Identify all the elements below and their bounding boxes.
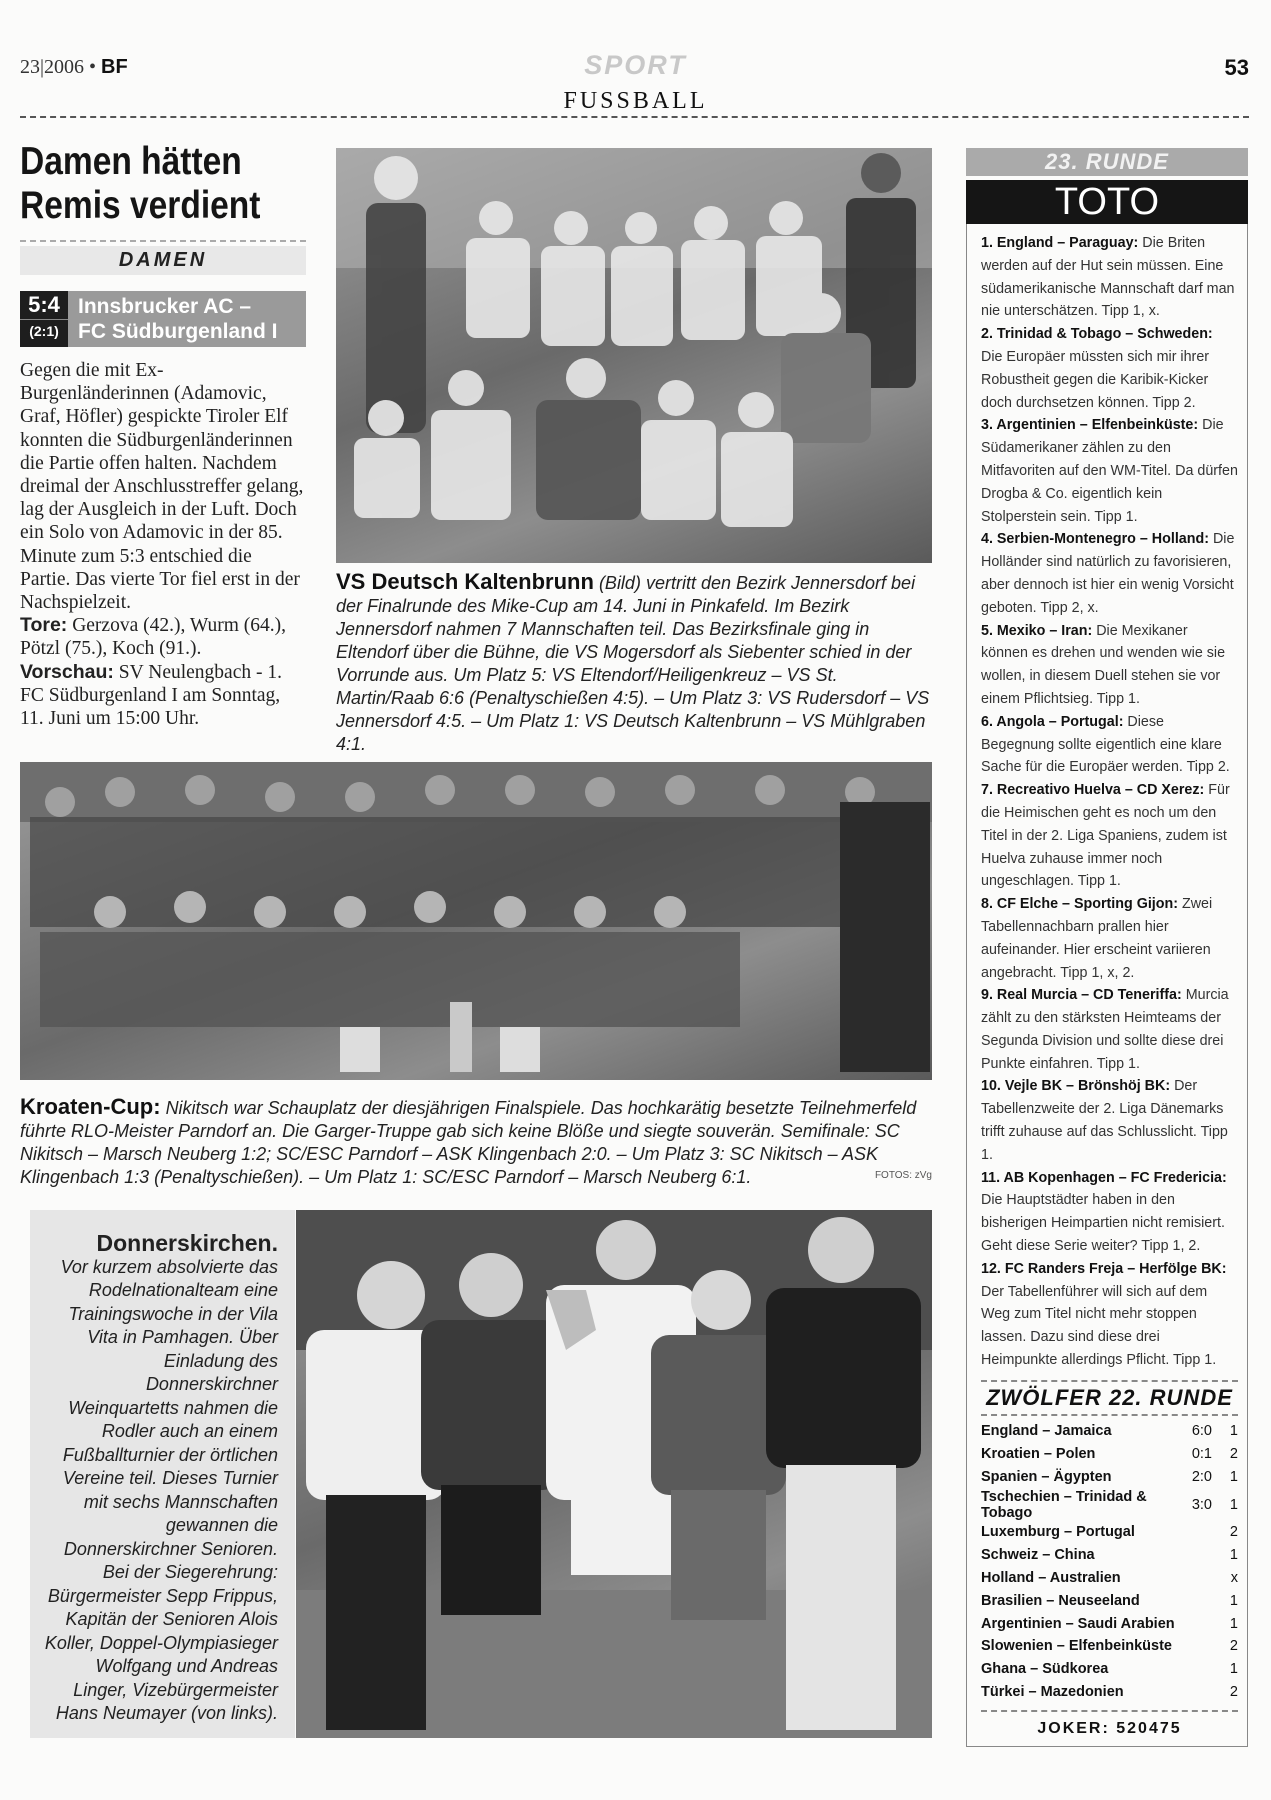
zwoelfer-tipp: 1	[1229, 1592, 1238, 1609]
zwoelfer-tipp: 1	[1229, 1423, 1238, 1440]
toto-item	[981, 893, 1238, 984]
toto-comment: Der Tabellenführer will sich auf dem Weg zum Titel nicht mehr stoppen lassen. Dazu sind diese drei Heimpunkte allerdings Pflicht. Tipp 1.	[981, 1283, 1217, 1369]
vorschau-label: Vorschau:	[20, 660, 114, 683]
toto-item	[981, 620, 1238, 711]
section-title: SPORT	[584, 50, 687, 80]
zwoelfer-score	[1178, 1658, 1212, 1681]
zwoelfer-score: 0:1	[1191, 1446, 1212, 1463]
toto-match: 7. Recreativo Huelva – CD Xerez:	[981, 782, 1205, 799]
toto-match: 6. Angola – Portugal:	[981, 713, 1124, 730]
toto-match: 1. England – Paraguay:	[981, 235, 1139, 251]
zwoelfer-row	[981, 1612, 1238, 1635]
photo-school-team	[336, 148, 932, 563]
caption-kaltenbrunn-head: VS Deutsch Kaltenbrunn	[336, 569, 594, 594]
toto-comment: Für die Heimischen geht es noch um den Titel in der 2. Liga Spaniens, zudem ist Huelva zuhause immer noch ungeschlagen. Tipp 1.	[981, 782, 1230, 890]
zwoelfer-match: Luxemburg – Portugal	[981, 1523, 1135, 1540]
zwoelfer-match: Argentinien – Saudi Arabien	[981, 1615, 1175, 1632]
zwoelfer-row	[981, 1521, 1238, 1544]
zwoelfer-tipp: 1	[1229, 1615, 1238, 1632]
zwoelfer-row	[981, 1443, 1238, 1466]
toto-match: 2. Trinidad & Tobago – Schweden:	[981, 326, 1213, 343]
zwoelfer-match: Tschechien – Trinidad & Tobago	[981, 1488, 1147, 1521]
zwoelfer-tipp: 2	[1229, 1638, 1238, 1655]
toto-list	[981, 232, 1238, 1372]
caption-kroaten-text: Nikitsch war Schauplatz der diesjährigen Finalspiele. Das hochkarätig besetzte Teilnehmerfeld führte RLO-Meister Parndorf an. Die Garger-Truppe gab sich keine Blöße und siegte souverän. Semifinale: SC Nikitsch – Marsch Neuberg 1:2; SC/ESC Parndorf – ASK Klingenbach 2:0. – Um Platz 3: SC Nikitsch – ASK Klingenbach 1:3 (Penaltyschießen). – Um Platz 1: SC/ESC Parndorf – Marsch Neuberg 6:1.	[20, 1098, 917, 1187]
zwoelfer-row	[981, 1635, 1238, 1658]
zwoelfer-row	[981, 1589, 1238, 1612]
final-score: 5:4	[28, 292, 60, 317]
toto-round-label: 23. RUNDE	[966, 148, 1248, 176]
zwoelfer-score: 2:0	[1191, 1469, 1212, 1486]
zwoelfer-tipp: x	[1230, 1569, 1238, 1586]
page-number: 53	[1224, 55, 1249, 80]
photo-kroaten-cup	[20, 762, 932, 1080]
photo-donnerskirchen-figures	[296, 1210, 932, 1738]
tore-text: Gerzova (42.), Wurm (64.), Pötzl (75.), Koch (91.).	[20, 615, 287, 660]
zwoelfer-tipp: 2	[1229, 1684, 1238, 1701]
zwoelfer-score	[1178, 1566, 1212, 1589]
toto-title: TOTO	[966, 180, 1248, 224]
toto-item	[981, 984, 1238, 1075]
headline-line-2: Remis verdient	[20, 184, 261, 227]
toto-comment: Die Mexikaner können es drehen und wenden wie sie wollen, in diesem Duell stehen sie vor einem Pflichtsieg. Tipp 1.	[981, 622, 1226, 707]
zwoelfer-score	[1178, 1521, 1212, 1544]
zwoelfer-score	[1178, 1635, 1212, 1658]
toto-match: 11. AB Kopenhagen – FC Fredericia:	[981, 1169, 1227, 1186]
toto-comment: Zwei Tabellennachbarn prallen hier aufeinander. Hier erscheint variieren angebracht. Tipp 1, x, 2.	[981, 896, 1213, 981]
photo-credit: FOTOS: zVg	[874, 1170, 932, 1181]
vorschau-text: SV Neulengbach - 1. FC Südburgenland I am Sonntag, 11. Juni um 15:00 Uhr.	[20, 661, 282, 730]
zwoelfer-tipp: 2	[1229, 1446, 1238, 1463]
toto-comment: Die Holländer sind natürlich zu favorisieren, aber dennoch ist hier ein wenig Vorsicht geboten. Tipp 2, x.	[981, 531, 1235, 616]
toto-comment: Die Südamerikaner zählen zu den Mitfavoriten auf den WM-Titel. Da dürfen Drogba & Co. eigentlich kein Stolperstein sein. Tipp 1.	[981, 417, 1238, 525]
toto-match: 8. CF Elche – Sporting Gijon:	[981, 896, 1178, 913]
zwoelfer-match: Spanien – Ägypten	[981, 1469, 1112, 1486]
zwoelfer-tipp: 1	[1229, 1469, 1238, 1486]
toto-match: 10. Vejle BK – Brönshöj BK:	[981, 1078, 1171, 1095]
headline-line-1: Damen hätten	[20, 140, 242, 183]
toto-match: 3. Argentinien – Elfenbeinküste:	[981, 417, 1199, 434]
toto-item	[981, 414, 1238, 528]
zwoelfer-table	[981, 1420, 1238, 1704]
zwoelfer-row	[981, 1466, 1238, 1489]
toto-match: 9. Real Murcia – CD Teneriffa:	[981, 987, 1182, 1004]
toto-match: 12. FC Randers Freja – Herfölge BK:	[981, 1260, 1227, 1277]
article-body	[20, 359, 306, 730]
caption-kroaten-head: Kroaten-Cup:	[20, 1094, 161, 1119]
issue-number: 23|2006 •	[20, 56, 97, 78]
score-teams	[68, 291, 306, 347]
toto-item	[981, 1075, 1238, 1166]
caption-kaltenbrunn	[336, 570, 932, 756]
zwoelfer-match: England – Jamaica	[981, 1423, 1112, 1440]
score-panel	[20, 291, 68, 347]
zwoelfer-match: Slowenien – Elfenbeinküste	[981, 1638, 1172, 1655]
zwoelfer-row	[981, 1681, 1238, 1704]
tore-label: Tore:	[20, 614, 68, 637]
toto-item	[981, 1167, 1238, 1258]
zwoelfer-score	[1178, 1612, 1212, 1635]
zwoelfer-title: ZWÖLFER 22. RUNDE	[981, 1380, 1238, 1416]
team-away: FC Südburgenland I	[78, 320, 278, 343]
article-kicker: DAMEN	[20, 246, 306, 275]
toto-comment: Murcia zählt zu den stärksten Heimteams der Segunda Division und sollte diese drei Punkte einfahren. Tipp 1.	[981, 987, 1229, 1072]
toto-column	[966, 148, 1248, 1747]
caption-donnerskirchen	[40, 1232, 278, 1726]
vorschau-line	[20, 661, 306, 731]
toto-item	[981, 232, 1238, 323]
zwoelfer-match: Türkei – Mazedonien	[981, 1684, 1124, 1701]
zwoelfer-tipp: 1	[1229, 1546, 1238, 1563]
zwoelfer-match: Brasilien – Neuseeland	[981, 1592, 1140, 1609]
zwoelfer-score	[1178, 1589, 1212, 1612]
header-divider	[20, 116, 1249, 118]
joker-number: JOKER: 520475	[981, 1710, 1238, 1738]
zwoelfer-tipp: 1	[1229, 1496, 1238, 1513]
zwoelfer-match: Holland – Australien	[981, 1569, 1121, 1586]
toto-item	[981, 711, 1238, 779]
caption-donner-text: Vor kurzem absolvierte das Rodelnationalteam eine Trainingswoche in der Vila Vita in Pamhagen. Über Einladung des Donnerskirchner Weinquartetts nahmen die Rodler auch an einem Fußballturnier der örtlichen Vereine teil. Dieses Turnier mit sechs Mannschaften gewannen die Donnerskirchner Senioren. Bei der Siegerehrung: Bürgermeister Sepp Frippus, Kapitän der Senioren Alois Koller, Doppel-Olympiasieger Wolfgang und Andreas Linger, Vizebürgermeister Hans Neumayer (von links).	[44, 1256, 278, 1723]
zwoelfer-row	[981, 1543, 1238, 1566]
zwoelfer-score	[1178, 1543, 1212, 1566]
headline-divider	[20, 240, 306, 242]
publication-name: BF	[101, 56, 128, 78]
toto-item	[981, 779, 1238, 893]
photo-kroaten-cup-figures	[20, 762, 932, 1080]
subsection-title: FUSSBALL	[563, 88, 708, 114]
toto-comment: Die Europäer müssten sich mir ihrer Robustheit gegen die Karibik-Kicker doch durchsetzen können. Tipp 2.	[981, 348, 1210, 411]
article-damen	[20, 140, 306, 730]
zwoelfer-score: 3:0	[1191, 1496, 1212, 1513]
article-paragraph: Gegen die mit Ex-Burgenländerinnen (Adamovic, Graf, Höfler) gespickte Tiroler Elf konnten die Südburgenländerinnen die Partie offen halten. Nachdem dreimal der Anschlusstreffer gelang, lag der Ausgleich in der Luft. Doch ein Solo von Adamovic in der 85. Minute zum 5:3 entschied die Partie. Das vierte Tor fiel erst in der Nachspielzeit.	[20, 360, 304, 614]
toto-item	[981, 528, 1238, 619]
tore-line	[20, 614, 306, 660]
photo-school-team-figures	[336, 148, 932, 563]
zwoelfer-score: 6:0	[1191, 1423, 1212, 1440]
caption-kroaten-cup	[20, 1095, 932, 1189]
toto-comment: Die Briten werden auf der Hut sein müssen. Eine südamerikanische Mannschaft darf man nie unterschätzen. Tipp 1, x.	[981, 235, 1235, 320]
halftime-score: (2:1)	[20, 319, 68, 342]
zwoelfer-match: Schweiz – China	[981, 1546, 1095, 1563]
caption-kaltenbrunn-text: (Bild) vertritt den Bezirk Jennersdorf bei der Finalrunde des Mike-Cup am 14. Juni in Pinkafeld. Im Bezirk Jennersdorf nahmen 7 Mannschaften teil. Das Bezirksfinale ging in Eltendorf über die Bühne, die VS Mogersdorf als Siebenter schied in der Vorrunde aus. Um Platz 5: VS Eltendorf/Heiligenkreuz – VS St. Martin/Raab 6:6 (Penaltyschießen 4:5). – Um Platz 3: VS Rudersdorf – VS Jennersdorf 4:5. – Um Platz 1: VS Deutsch Kaltenbrunn – VS Mühlgraben 4:1.	[336, 573, 930, 754]
photo-donnerskirchen	[296, 1210, 932, 1738]
toto-item	[981, 1258, 1238, 1372]
zwoelfer-match: Kroatien – Polen	[981, 1446, 1096, 1463]
zwoelfer-row	[981, 1420, 1238, 1443]
toto-comment: Der Tabellenzweite der 2. Liga Dänemarks trifft zuhause auf das Schlusslicht. Tipp 1.	[981, 1078, 1228, 1163]
toto-box	[966, 224, 1248, 1747]
zwoelfer-row	[981, 1566, 1238, 1589]
toto-item	[981, 323, 1238, 414]
toto-match: 5. Mexiko – Iran:	[981, 622, 1093, 639]
toto-comment: Die Hauptstädter haben in den bisherigen Heimpartien nicht remisiert. Geht diese Serie weiter? Tipp 1, 2.	[981, 1192, 1225, 1255]
zwoelfer-tipp: 2	[1229, 1523, 1238, 1540]
zwoelfer-row	[981, 1658, 1238, 1681]
zwoelfer-tipp: 1	[1229, 1661, 1238, 1678]
zwoelfer-row	[981, 1489, 1238, 1521]
caption-donner-head: Donnerskirchen.	[96, 1230, 278, 1256]
team-home: Innsbrucker AC –	[78, 295, 252, 318]
zwoelfer-match: Ghana – Südkorea	[981, 1661, 1109, 1678]
toto-comment: Diese Begegnung sollte eigentlich eine klare Sache für die Europäer werden. Tipp 2.	[981, 713, 1230, 776]
score-box	[20, 291, 306, 347]
zwoelfer-score	[1178, 1681, 1212, 1704]
toto-match: 4. Serbien-Montenegro – Holland:	[981, 531, 1209, 548]
